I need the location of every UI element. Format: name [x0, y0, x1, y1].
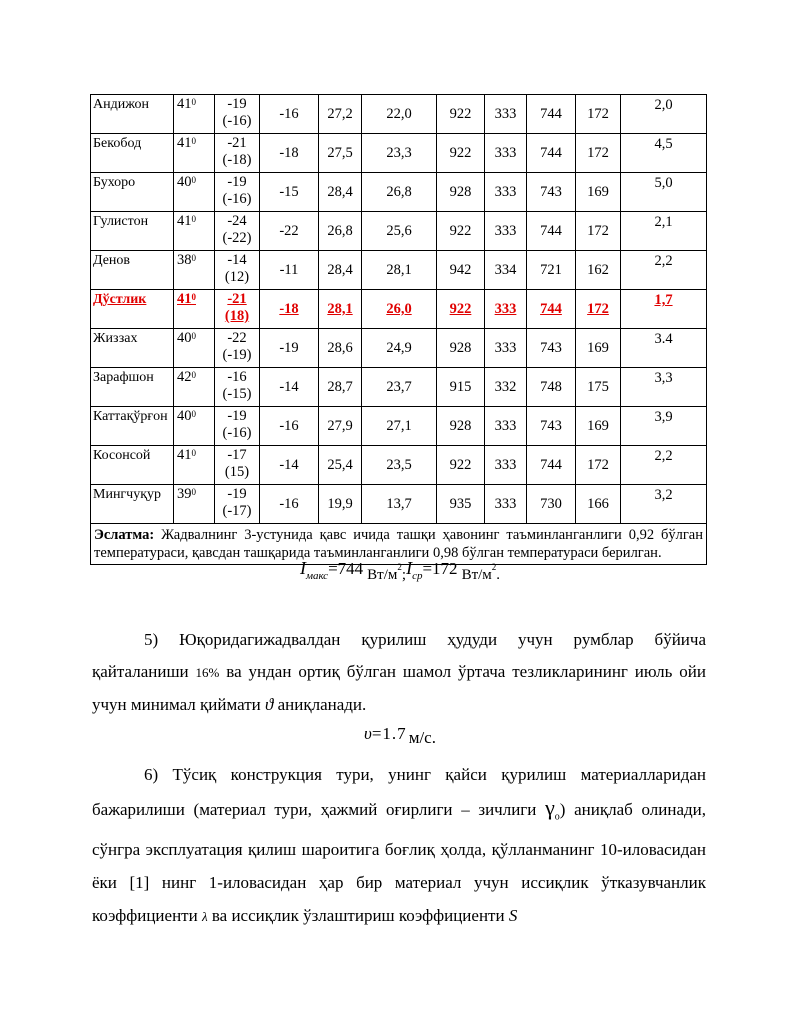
- temp-cold-cell: [215, 407, 260, 446]
- wind-speed-cell: 2,2: [621, 251, 707, 290]
- temp-092: (-22): [222, 230, 252, 246]
- radiation-avg-cell: 172: [576, 446, 621, 485]
- value-cell: 333: [485, 95, 527, 134]
- table-row: [91, 290, 707, 329]
- city-cell: Каттақўрғон: [91, 407, 174, 446]
- temp-098: -24: [227, 213, 247, 229]
- gamma-symbol: γ: [545, 795, 555, 820]
- radiation-avg-cell: 172: [576, 95, 621, 134]
- latitude-value: 38: [177, 252, 192, 268]
- temp-july-cell: 19,9: [319, 485, 362, 524]
- city-cell: Денов: [91, 251, 174, 290]
- latitude-value: 41: [177, 447, 192, 463]
- degree-sign: 0: [191, 136, 196, 146]
- table-row: [91, 95, 707, 134]
- note-text: Жадвалнинг 3-устунида қавс ичида ташқи ҳавонинг таъминланганлиги 0,92 бўлган температураси, қавсдан ташқарида таъминланганлиги 0,98 бўлган температураси берилган.: [94, 527, 703, 561]
- radiation-max-cell: 744: [527, 446, 576, 485]
- temp-cold-cell: [215, 485, 260, 524]
- temp-avg-cell: 23,5: [362, 446, 437, 485]
- pressure-cell: 922: [437, 95, 485, 134]
- temp-avg-cell: 13,7: [362, 485, 437, 524]
- city-cell: Жиззах: [91, 329, 174, 368]
- latitude-cell: [174, 290, 215, 329]
- gamma-subscript: o: [554, 811, 560, 823]
- pressure-cell: 928: [437, 173, 485, 212]
- radiation-avg-cell: 175: [576, 368, 621, 407]
- degree-sign: 0: [191, 253, 196, 263]
- para5-symbol: ϑ: [265, 695, 274, 714]
- city-cell: Косонсой: [91, 446, 174, 485]
- radiation-avg-cell: 169: [576, 407, 621, 446]
- speed-symbol: υ: [364, 724, 372, 743]
- unit-2: [461, 562, 501, 583]
- pressure-cell: 928: [437, 329, 485, 368]
- temp-july-cell: 28,1: [319, 290, 362, 329]
- speed-unit: м/с.: [408, 728, 436, 747]
- temp-avg-cell: 23,7: [362, 368, 437, 407]
- temp-cell: -18: [260, 290, 319, 329]
- table-row: [91, 485, 707, 524]
- para5-text-2: ва ундан ортиқ бўлган шамол ўртача тезликларининг июль ойи учун минимал қиймати: [92, 662, 706, 714]
- temp-098: -19: [227, 408, 247, 424]
- table-row: [91, 173, 707, 212]
- latitude-value: 42: [177, 369, 192, 385]
- radiation-max-cell: 744: [527, 134, 576, 173]
- latitude-cell: [174, 329, 215, 368]
- temp-cell: -15: [260, 173, 319, 212]
- temp-july-cell: 28,7: [319, 368, 362, 407]
- value-cell: 334: [485, 251, 527, 290]
- table-row: [91, 368, 707, 407]
- degree-sign: 0: [191, 292, 196, 302]
- latitude-value: 41: [177, 291, 192, 307]
- temp-092: (18): [224, 308, 250, 324]
- temp-cell: -11: [260, 251, 319, 290]
- temp-092: (-16): [222, 113, 252, 129]
- radiation-max-cell: 743: [527, 407, 576, 446]
- temp-july-cell: 28,4: [319, 251, 362, 290]
- value-cell: 333: [485, 134, 527, 173]
- table-row: [91, 251, 707, 290]
- para6-text-1: 6) Тўсиқ конструкция тури, унинг қайси қурилиш материалларидан бажарилиши (материал тури, ҳажмий оғирлиги – зичлиги: [92, 765, 706, 819]
- temp-cell: -14: [260, 446, 319, 485]
- pressure-cell: 922: [437, 134, 485, 173]
- temp-july-cell: 27,5: [319, 134, 362, 173]
- value-cell: 333: [485, 290, 527, 329]
- latitude-value: 41: [177, 213, 192, 229]
- temp-july-cell: 27,9: [319, 407, 362, 446]
- lambda-symbol: λ: [201, 909, 208, 925]
- speed-value: =1.7: [371, 724, 407, 743]
- temp-092: (-17): [222, 503, 252, 519]
- city-cell: Зарафшон: [91, 368, 174, 407]
- temp-july-cell: 26,8: [319, 212, 362, 251]
- latitude-cell: [174, 212, 215, 251]
- wind-speed-cell: 4,5: [621, 134, 707, 173]
- value-cell: 333: [485, 212, 527, 251]
- latitude-value: 40: [177, 408, 192, 424]
- para5-text-3: аниқланади.: [273, 695, 367, 714]
- latitude-value: 39: [177, 486, 192, 502]
- temp-cell: -16: [260, 485, 319, 524]
- degree-sign: 0: [191, 448, 196, 458]
- radiation-avg-cell: 172: [576, 290, 621, 329]
- temp-cold-cell: [215, 212, 260, 251]
- table-row: [91, 329, 707, 368]
- temp-avg-cell: 28,1: [362, 251, 437, 290]
- degree-sign: 0: [191, 409, 196, 419]
- degree-sign: 0: [191, 331, 196, 341]
- temp-avg-cell: 25,6: [362, 212, 437, 251]
- radiation-max-cell: 743: [527, 329, 576, 368]
- temp-092: (15): [224, 464, 250, 480]
- temp-cold-cell: [215, 173, 260, 212]
- paragraph-5: [92, 624, 706, 721]
- temp-cold-cell: [215, 134, 260, 173]
- temp-avg-cell: 24,9: [362, 329, 437, 368]
- note-label: Эслатма:: [94, 527, 155, 543]
- i-sr-value: =172: [422, 559, 458, 578]
- temp-cell: -19: [260, 329, 319, 368]
- temp-avg-cell: 22,0: [362, 95, 437, 134]
- temp-098: -21: [227, 135, 247, 151]
- city-cell: Мингчуқур: [91, 485, 174, 524]
- temp-092: (-16): [222, 425, 252, 441]
- city-cell: Гулистон: [91, 212, 174, 251]
- radiation-avg-cell: 172: [576, 212, 621, 251]
- temp-july-cell: 28,4: [319, 173, 362, 212]
- wind-speed-cell: 2,0: [621, 95, 707, 134]
- temp-avg-cell: 23,3: [362, 134, 437, 173]
- paragraph-6: [92, 758, 706, 933]
- temp-098: -21: [227, 291, 247, 307]
- table-row: [91, 212, 707, 251]
- wind-speed-cell: 5,0: [621, 173, 707, 212]
- latitude-cell: [174, 173, 215, 212]
- value-cell: 333: [485, 485, 527, 524]
- city-cell: Дўстлик: [91, 290, 174, 329]
- temp-098: -19: [227, 96, 247, 112]
- temp-avg-cell: 26,0: [362, 290, 437, 329]
- wind-speed-formula: [0, 724, 800, 747]
- pressure-cell: 935: [437, 485, 485, 524]
- radiation-avg-cell: 169: [576, 329, 621, 368]
- temp-cell: -14: [260, 368, 319, 407]
- temp-092: (-18): [222, 152, 252, 168]
- wind-speed-cell: 3,9: [621, 407, 707, 446]
- para5-percent: 16%: [195, 665, 220, 680]
- degree-sign: 0: [191, 487, 196, 497]
- radiation-max-cell: 721: [527, 251, 576, 290]
- degree-sign: 0: [191, 175, 196, 185]
- radiation-max-cell: 744: [527, 290, 576, 329]
- wind-speed-cell: 3,3: [621, 368, 707, 407]
- degree-sign: 0: [191, 97, 196, 107]
- climate-table: [90, 94, 707, 565]
- latitude-value: 40: [177, 174, 192, 190]
- separator: ;: [401, 567, 407, 583]
- wind-speed-cell: 3,2: [621, 485, 707, 524]
- latitude-cell: [174, 485, 215, 524]
- pressure-cell: 922: [437, 290, 485, 329]
- radiation-max-cell: 748: [527, 368, 576, 407]
- temp-cold-cell: [215, 368, 260, 407]
- para5-text-1: 5) Юқоридагижадвалдан қурилиш ҳудуди учун румблар бўйича қайталаниши: [92, 630, 706, 681]
- radiation-max-cell: 744: [527, 212, 576, 251]
- radiation-max-cell: 744: [527, 95, 576, 134]
- city-cell: Андижон: [91, 95, 174, 134]
- value-cell: 332: [485, 368, 527, 407]
- radiation-avg-cell: 172: [576, 134, 621, 173]
- temp-098: -19: [227, 174, 247, 190]
- i-max-value: =744: [328, 559, 364, 578]
- city-cell: Бухоро: [91, 173, 174, 212]
- latitude-value: 41: [177, 96, 192, 112]
- radiation-formula: [0, 558, 800, 583]
- city-cell: Бекобод: [91, 134, 174, 173]
- temp-cold-cell: [215, 329, 260, 368]
- temp-092: (-16): [222, 191, 252, 207]
- pressure-cell: 928: [437, 407, 485, 446]
- pressure-cell: 922: [437, 446, 485, 485]
- latitude-value: 40: [177, 330, 192, 346]
- latitude-cell: [174, 251, 215, 290]
- i-sr-symbol: I: [406, 558, 413, 578]
- degree-sign: 0: [191, 214, 196, 224]
- temp-092: (-19): [222, 347, 252, 363]
- temp-july-cell: 27,2: [319, 95, 362, 134]
- para6-text-2: ) аниқлаб олинади, сўнгра эксплуатация қилиш шароитига боғлиқ ҳолда, қўлланманинг 10-иловасидан ёки [1] нинг 1-иловасидан ҳар бир материал учун иссиқлик ўтказувчанлик коэффициенти: [92, 800, 706, 926]
- table-row: [91, 134, 707, 173]
- wind-speed-cell: 1,7: [621, 290, 707, 329]
- formula-end: .: [496, 567, 501, 583]
- temp-098: -14: [227, 252, 247, 268]
- temp-cell: -16: [260, 95, 319, 134]
- temp-cell: -16: [260, 407, 319, 446]
- radiation-max-cell: 743: [527, 173, 576, 212]
- latitude-cell: [174, 407, 215, 446]
- i-sr-subscript: ср: [412, 570, 423, 582]
- pressure-cell: 922: [437, 212, 485, 251]
- temp-july-cell: 28,6: [319, 329, 362, 368]
- temp-098: -16: [227, 369, 247, 385]
- pressure-cell: 915: [437, 368, 485, 407]
- temp-cold-cell: [215, 251, 260, 290]
- unit-1-text: Вт/м: [367, 567, 398, 583]
- temp-avg-cell: 27,1: [362, 407, 437, 446]
- temp-cold-cell: [215, 290, 260, 329]
- latitude-cell: [174, 134, 215, 173]
- radiation-max-cell: 730: [527, 485, 576, 524]
- value-cell: 333: [485, 407, 527, 446]
- radiation-avg-cell: 166: [576, 485, 621, 524]
- value-cell: 333: [485, 329, 527, 368]
- climate-table-body: [91, 95, 707, 524]
- i-max-subscript: макс: [305, 570, 329, 582]
- temp-cold-cell: [215, 95, 260, 134]
- temp-avg-cell: 26,8: [362, 173, 437, 212]
- latitude-cell: [174, 446, 215, 485]
- radiation-avg-cell: 169: [576, 173, 621, 212]
- para6-text-3: ва иссиқлик ўзлаштириш коэффициенти: [207, 906, 509, 926]
- radiation-avg-cell: 162: [576, 251, 621, 290]
- table-row: [91, 407, 707, 446]
- temp-cell: -18: [260, 134, 319, 173]
- temp-098: -17: [227, 447, 247, 463]
- temp-july-cell: 25,4: [319, 446, 362, 485]
- pressure-cell: 942: [437, 251, 485, 290]
- wind-speed-cell: 3.4: [621, 329, 707, 368]
- degree-sign: 0: [191, 370, 196, 380]
- temp-cell: -22: [260, 212, 319, 251]
- unit-1: [367, 562, 407, 583]
- value-cell: 333: [485, 446, 527, 485]
- temp-092: (-15): [222, 386, 252, 402]
- unit-2-power: 2: [491, 562, 497, 572]
- unit-1-power: 2: [397, 562, 402, 572]
- temp-092: (12): [224, 269, 250, 285]
- temp-098: -22: [227, 330, 247, 346]
- latitude-value: 41: [177, 135, 192, 151]
- s-symbol: S: [508, 906, 518, 926]
- latitude-cell: [174, 368, 215, 407]
- table-row: [91, 446, 707, 485]
- temp-098: -19: [227, 486, 247, 502]
- latitude-cell: [174, 95, 215, 134]
- wind-speed-cell: 2,1: [621, 212, 707, 251]
- unit-2-text: Вт/м: [461, 567, 492, 583]
- wind-speed-cell: 2,2: [621, 446, 707, 485]
- value-cell: 333: [485, 173, 527, 212]
- i-max-symbol: I: [299, 558, 306, 578]
- temp-cold-cell: [215, 446, 260, 485]
